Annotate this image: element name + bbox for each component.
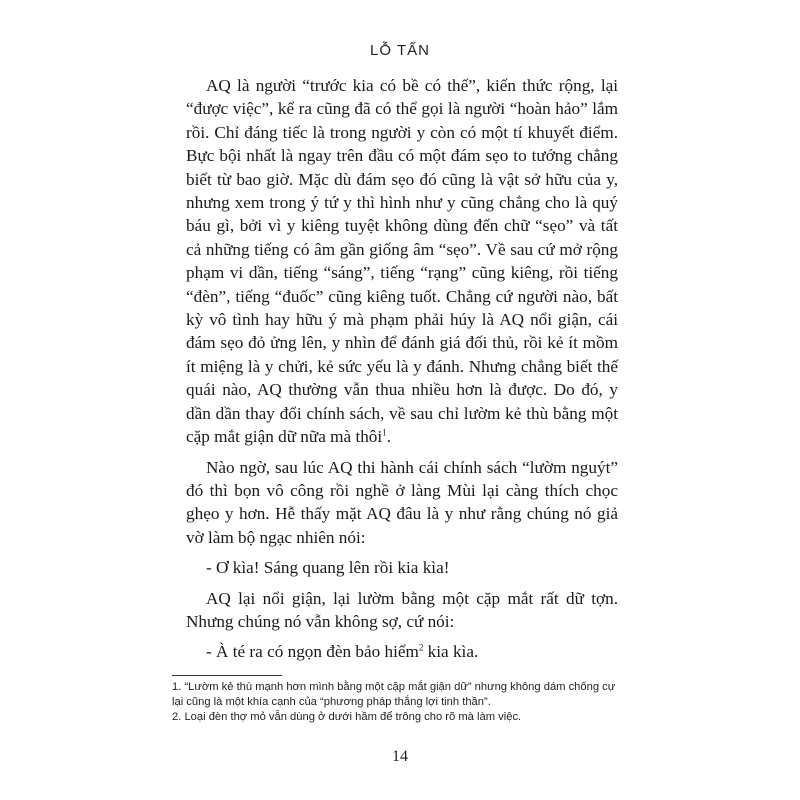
paragraph-2: Nào ngờ, sau lúc AQ thi hành cái chính sách “lườm nguýt” đó thì bọn vô công rồi nghề ở làng Mùi lại càng thích chọc ghẹo y hơn. Hễ thấy mặt AQ đâu là y như rằng chúng nó giả vờ làm bộ ngạc nhiên nói: [186,457,618,547]
footnote-ref-1: 1 [382,427,387,438]
main-text [186,74,618,664]
page-number: 14 [392,748,408,765]
paragraph-3: AQ lại nổi giận, lại lườm bằng một cặp mắt rất dữ tợn. Nhưng chúng nó vẫn không sợ, cứ nói: [186,588,618,631]
paragraph-1: AQ là người “trước kia có bề có thế”, kiến thức rộng, lại “được việc”, kể ra cũng đã có thể gọi là người “hoàn hảo” lắm rồi. Chỉ đáng tiếc là trong người y còn có một tí khuyết điểm. Bực bội nhất là ngay trên đầu có một đám sẹo to tướng chẳng biết từ bao giờ. Mặc dù đám sẹo đó cũng là vật sở hữu của y, nhưng xem trong ý tứ y thì hình như y cũng chẳng cho là quý báu gì, bởi vì y kiêng tuyệt không dùng đến chữ “sẹo” và tất cả những tiếng có âm gần giống âm “sẹo”. Về sau cứ mở rộng phạm vi dần, tiếng “sáng”, tiếng “rạng” cũng kiêng, rồi tiếng “đèn”, tiếng “đuốc” cũng kiêng tuốt. Chẳng cứ người nào, bất kỳ vô tình hay hữu ý mà phạm phải húy là AQ nổi giận, cái đám sẹo đỏ ửng lên, y nhìn để đánh giá đối thủ, rồi kẻ ít mồm ít miệng là y chửi, kẻ sức yếu là y đánh. Nhưng chẳng biết thế quái nào, AQ thường vẫn thua nhiều hơn là được. Do đó, y dần dần thay đổi chính sách, về sau chỉ lườm kẻ thù bằng một cặp mắt giận dữ nữa mà thôi$^1$. [186,76,618,447]
dialog-line-2-end: kia kìa. [423,642,479,662]
footnotes [172,680,622,725]
running-header: LỖ TẤN [370,42,430,59]
dialog-line-1: - Ơ kìa! Sáng quang lên rồi kia kìa! [206,558,450,578]
footnote-divider [172,675,282,676]
paragraph-1-text: AQ là người “trước kia có bề có thế”, kiến thức rộng, lại “được việc”, kể ra cũng đã có thể gọi là người “hoàn hảo” lắm rồi. Chỉ đáng tiếc là trong người y còn có một tí khuyết điểm. Bực bội nhất là ngay trên đầu có một đám sẹo to tướng chẳng biết từ bao giờ. Mặc dù đám sẹo đó cũng là vật sở hữu của y, nhưng xem trong ý tứ y thì hình như y cũng chẳng cho là quý báu gì, bởi vì y kiêng tuyệt không dùng đến chữ “sẹo” và tất cả những tiếng có âm gần giống âm “sẹo”. Về sau cứ mở rộng phạm vi dần, tiếng “sáng”, tiếng “rạng” cũng kiêng, rồi tiếng “đèn”, tiếng “đuốc” cũng kiêng tuốt. Chẳng cứ người nào, bất kỳ vô tình hay hữu ý mà phạm phải húy là AQ nổi giận, cái đám sẹo đỏ ửng lên, y nhìn để đánh giá đối thủ, rồi kẻ ít mồm ít miệng là y chửi, kẻ sức yếu là y đánh. Nhưng chẳng biết thế quái nào, AQ thường vẫn thua nhiều hơn là được. Do đó, y dần dần thay đổi chính sách, về sau chỉ lườm kẻ thù bằng một cặp mắt giận dữ nữa mà thôi [186,76,618,447]
footnote-ref-2: 2 [418,642,424,653]
dialog-line-2-start: - À té ra có ngọn đèn bảo hiểm [206,642,419,662]
footnote-2: 2. Loại đèn thợ mỏ vẫn dùng ở dưới hầm để trông cho rõ mà làm việc. [172,711,522,723]
footnote-1: 1. “Lườm kẻ thù mạnh hơn mình bằng một cặp mắt giận dữ” nhưng không dám chống cự lại cũng là một khía cạnh của “phương pháp thắng lợi tinh thần”. [172,681,616,708]
dialog-line-2 [186,640,618,663]
